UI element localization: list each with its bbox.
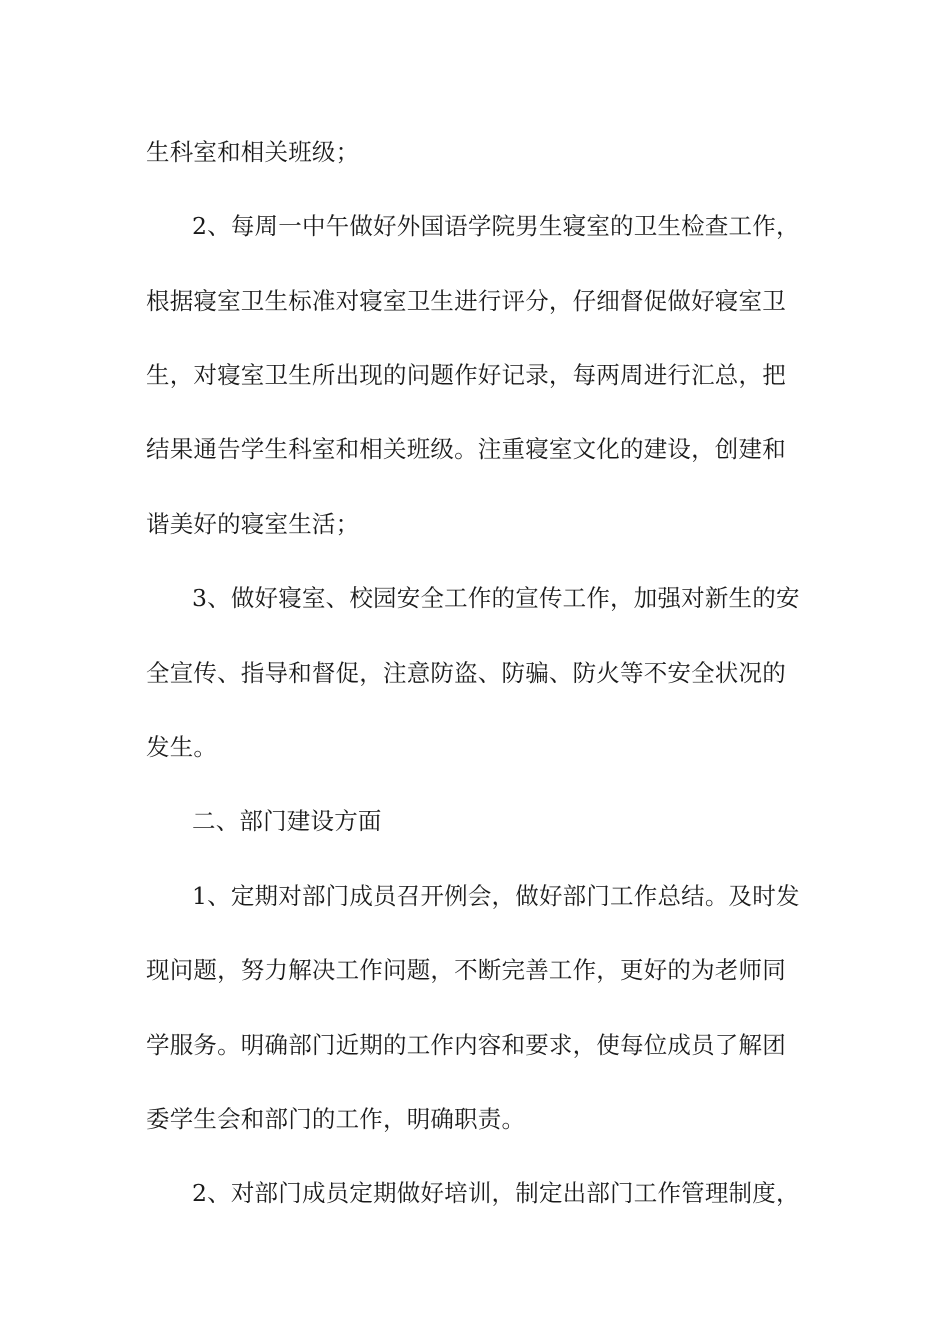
text-line: 现问题，努力解决工作问题，不断完善工作，更好的为老师同 <box>146 956 786 984</box>
text-line: 2、每周一中午做好外国语学院男生寝室的卫生检查工作， <box>192 212 800 240</box>
text-line: 根据寝室卫生标准对寝室卫生进行评分，仔细督促做好寝室卫 <box>146 287 786 315</box>
text-line: 生科室和相关班级； <box>146 138 360 166</box>
text-line: 学服务。明确部门近期的工作内容和要求，使每位成员了解团 <box>146 1031 786 1059</box>
text-line: 2、对部门成员定期做好培训，制定出部门工作管理制度， <box>192 1179 800 1207</box>
text-line: 全宣传、指导和督促，注意防盗、防骗、防火等不安全状况的 <box>146 659 786 687</box>
section-heading: 二、部门建设方面 <box>192 807 382 835</box>
text-line: 发生。 <box>146 733 218 761</box>
text-line: 谐美好的寝室生活； <box>146 510 360 538</box>
text-line: 生，对寝室卫生所出现的问题作好记录，每两周进行汇总，把 <box>146 361 786 389</box>
text-line: 结果通告学生科室和相关班级。注重寝室文化的建设，创建和 <box>146 435 786 463</box>
text-line: 3、做好寝室、校园安全工作的宣传工作，加强对新生的安 <box>192 584 800 612</box>
text-line: 委学生会和部门的工作，明确职责。 <box>146 1105 526 1133</box>
text-line: 1、定期对部门成员召开例会，做好部门工作总结。及时发 <box>192 882 800 910</box>
